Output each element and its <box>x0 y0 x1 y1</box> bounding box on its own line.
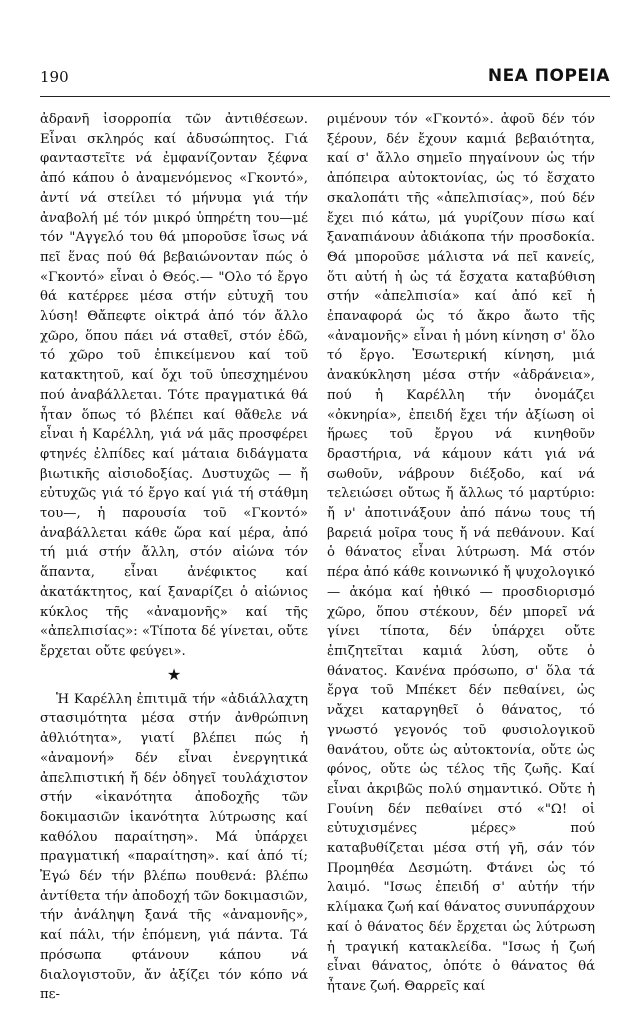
header-rule <box>40 96 610 97</box>
page-number: 190 <box>40 68 69 86</box>
left-paragraph-1: ἀδρανῆ ἰσορροπία τῶν ἀντιθέσεων. Εἶναι σκληρός καί ἀδυσώπητος. Γιά φανταστεῖτε νά ἐμφανίζονταν ξέφνα ἀπό κάπου ὁ ἀναμενόμενος «Γκοντό», ἀντί νά στείλει τό μήνυμα γιά τήν ἀναβολή μέ τόν μικρό ὑπηρέτη του—μέ τόν "Αγγελό του θά μποροῦσε ἴσως νά πεῖ ἕνας πού θά βεβαιώνονταν πώς ὁ «Γκοντό» εἶναι ὁ Θεός.— "Ολο τό ἔργο θά κατέρρεε μέσα στήν εὐτυχῆ του λύση! Θἄπεφτε οἰκτρά ἀπό τόν ἄλλο χῶρο, ὅπου πάει νά σταθεῖ, στόν ἐδῶ, τό χῶρο τοῦ ἐπικείμενου καί τοῦ κατακτητοῦ, καί ὄχι τοῦ ὑπεσχημένου πού ἀναβάλλεται. Τότε πραγματικά θά ἦταν ὅπως τό βλέπει καί θἄθελε νά εἶναι ἡ Καρέλλη, γιά νά μᾶς προσφέρει φτηνές ἐλπίδες καί μάταια διδάγματα βιωτικῆς αἰσιοδοξίας. Δυστυχῶς — ἤ εὐτυχῶς γιά τό ἔργο καί γιά τή στάθμη του—, ἡ παρουσία τοῦ «Γκοντό» ἀναβάλλεται κάθε ὥρα καί μέρα, ἀπό τή μιά στήν ἄλλη, στόν αἰώνα τόν ἅπαντα, εἶναι ἀνέφικτος καί ἀκατάκτητος, καί ξαναρίζει ὁ αἰώνιος κύκλος τῆς «ἀναμονῆς» καί τῆς «ἀπελπισίας»: «Τίποτα δέ γίνεται, οὔτε ἔρχεται οὔτε φεύγει». <box>40 112 308 659</box>
running-title: ΝΕΑ ΠΟΡΕΙΑ <box>487 66 610 86</box>
page-header <box>40 68 610 94</box>
star-separator: ★ <box>166 664 182 684</box>
left-paragraph-2: Ἡ Καρέλλη ἐπιτιμᾶ τήν «ἀδιάλλαχτη στασιμότητα μέσα στήν ἀνθρώπινη ἀθλιότητα», γιατί βλέπει πώς ἡ «ἀναμονή» δέν εἶναι ἐνεργητικά ἀπελπιστική ἤ δέν ὁδηγεῖ τουλάχιστον στήν «ἱκανότητα ἀποδοχῆς τῶν δοκιμασιῶν ἱκανότητα λύτρωσης καί καθόλου παραίτηση». Μά ὑπάρχει πραγματική «παραίτηση». καί ἀπό τί; Ἐγώ δέν τήν βλέπω πουθενά: βλέπω ἀντίθετα τήν ἀποδοχή τῶν δοκιμασιῶν, τήν ἀνάληψη ξανά τῆς «ἀναμονῆς», καί πάλι, τήν ἑπόμενη, γιά πάντα. Τά πρόσωπα φτάνουν κάπου νά διαλογιστοῦν, ἄν ἀξίζει τόν κόπο νά πε- <box>40 691 308 1003</box>
right-paragraph-1: ριμένουν τόν «Γκοντό». ἀφοῦ δέν τόν ξέρουν, δέν ἔχουν καμιά βεβαιότητα, καί σ' ἄλλο σημεῖο πηγαίνουν ὡς τήν ἀπόπειρα αὐτοκτονίας, ὡς τό ἔσχατο σκαλοπάτι τῆς «ἀπελπισίας», πού δέν ἔχει πιό κάτω, μά γυρίζουν πίσω καί ξαναπιάνουν ἀδιάκοπα τήν προσδοκία. Θά μποροῦσε μάλιστα νά πεῖ κανείς, ὅτι αὐτή ἡ ὡς τά ἔσχατα καταβύθιση στήν «ἀπελπισία» καί ἀπό κεῖ ἡ ἐπαναφορά ὡς τό ἄκρο ἄωτο τῆς «ἀναμονῆς» εἶναι ἡ μόνη κίνηση σ' ὅλο τό ἔργο. Ἐσωτερική κίνηση, μιά ἀνακύκληση μέσα στήν «ἀδράνεια», πού ἡ Καρέλλη τήν ὀνομάζει «ὀκνηρία», ἐπειδή ἔχει τήν ἀξίωση οἱ ἥρωες τοῦ ἔργου νά κινηθοῦν δραστήρια, νά κάμουν κάτι γιά νά σωθοῦν, νάβρουν διέξοδο, καί νά τελειώσει οὔτως ἤ ἄλλως τό μαρτύριο: ἤ ν' ἀποτινάξουν ἀπό πάνω τους τή βαρειά μοῖρα τους ἤ νά πεθάνουν. Καί ὁ θάνατος εἶναι λύτρωση. Μά στόν πέρα ἀπό κάθε κοινωνικό ἤ ψυχολογικό — ἀκόμα καί ἠθικό — προσδιορισμό χῶρο, ὅπου στέκουν, δέν μπορεῖ νά γίνει τίποτα, δέν ὑπάρχει οὔτε ἐπιζητεῖται καμιά λύση, οὔτε ὁ θάνατος. Κανένα πρόσωπο, σ' ὅλα τά ἔργα τοῦ Μπέκετ δέν πεθαίνει, ὡς νἄχει καταργηθεῖ ὁ θάνατος, τό γνωστό γεγονός τοῦ φυσιολογικοῦ θανάτου, οὔτε ὡς αὐτοκτονία, οὔτε ὡς φόνος, οὔτε ὡς τέλος τῆς ζωῆς. Καί εἶναι ἀκριβῶς πολύ σημαντικό. Οὔτε ἡ Γουίνη δέν πεθαίνει στό «"Ω! οἱ εὐτυχισμένες μέρες» πού καταβυθίζεται μέσα στή γῆ, σάν τόν Προμηθέα Δεσμώτη. Φτάνει ὡς τό λαιμό. "Ισως ἐπειδή σ' αὐτήν τήν κλίμακα ζωή καί θάνατος συνυπάρχουν καί ὁ θάνατος δέν ἔρχεται ὡς λύτρωση ἡ τραγική κατακλείδα. "Ισως ἡ ζωή εἶναι θάνατος, ὁπότε ὁ θάνατος θά ἦτανε ζωή. Θαρρεῖς καί <box>327 112 596 994</box>
left-column <box>40 110 308 1005</box>
right-column <box>327 110 595 997</box>
